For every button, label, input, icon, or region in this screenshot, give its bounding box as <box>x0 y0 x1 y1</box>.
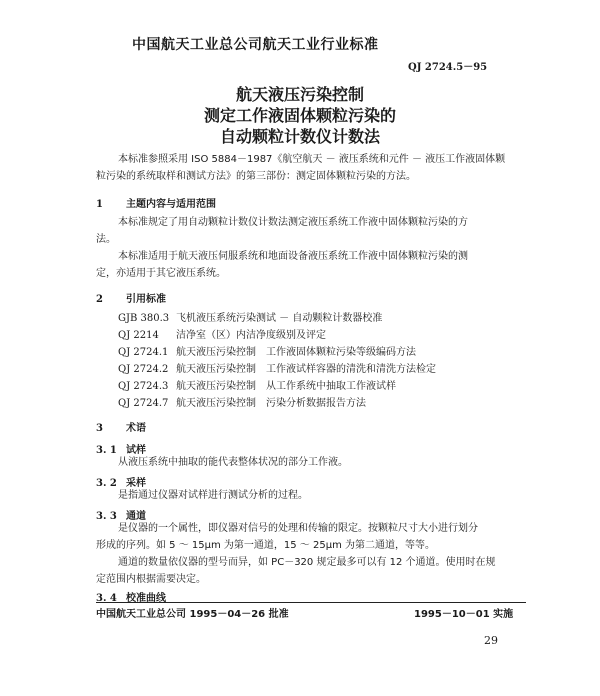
reference-title: 洁净室（区）内洁净度级别及评定 <box>176 330 326 341</box>
page-number: 29 <box>484 634 498 647</box>
reference-item <box>118 377 396 392</box>
term-3-3-para-2-line-1: 通道的数量依仪器的型号而异，如 PC－320 规定最多可以有 12 个通道。使用时在规 <box>118 557 496 568</box>
term-3-3-heading <box>96 507 146 522</box>
intro-line-2: 粒污染的系统取样和测试方法》的第三部份：测定固体颗粒污染的方法。 <box>96 171 416 182</box>
section-3-heading <box>96 419 146 434</box>
term-3-3-para-1-line-1: 是仪器的一个属性，即仪器对信号的处理和传输的限定。按颗粒尺寸大小进行划分 <box>118 523 478 534</box>
term-title: 试样 <box>126 445 146 456</box>
section-title: 主题内容与适用范围 <box>126 199 216 210</box>
title-line-3: 自动颗粒计数仪计数法 <box>219 127 380 146</box>
reference-title: 航天液压污染控制 工作液固体颗粒污染等级编码方法 <box>176 347 416 358</box>
term-number: 3. 4 <box>96 593 117 604</box>
section-title: 术语 <box>126 423 146 434</box>
reference-item <box>118 360 436 375</box>
title-line-1: 航天液压污染控制 <box>235 85 364 104</box>
intro-line-1: 本标准参照采用 ISO 5884－1987《航空航天 － 液压系统和元件 － 液压工作液固体颗 <box>118 154 506 165</box>
issuing-organization: 中国航天工业总公司航天工业行业标准 <box>132 37 379 53</box>
section-number: 1 <box>96 199 103 210</box>
term-3-2-heading <box>96 474 146 489</box>
reference-title: 航天液压污染控制 工作液试样容器的清洗和清洗方法检定 <box>176 364 436 375</box>
term-3-1-heading <box>96 441 146 456</box>
reference-code: QJ 2724.1 <box>118 347 169 358</box>
section-1-para-1-line-1: 本标准规定了用自动颗粒计数仪计数法测定液压系统工作液中固体颗粒污染的方 <box>118 217 468 228</box>
term-number: 3. 2 <box>96 478 117 489</box>
term-3-2-definition: 是指通过仪器对试样进行测试分析的过程。 <box>118 490 308 501</box>
footer-divider <box>96 602 526 603</box>
reference-code: QJ 2214 <box>118 330 159 341</box>
reference-code: QJ 2724.7 <box>118 398 169 409</box>
section-number: 2 <box>96 294 103 305</box>
term-3-3-para-2-line-2: 定范围内根据需要决定。 <box>96 574 206 585</box>
term-3-3-para-1-line-2: 形成的序列。如 5 ～ 15μm 为第一通道，15 ～ 25μm 为第二通道，等等。 <box>96 540 435 551</box>
implementation-date: 1995－10－01 实施 <box>414 609 514 620</box>
section-2-heading <box>96 290 166 305</box>
section-1-para-2-line-1: 本标准适用于航天液压伺服系统和地面设备液压系统工作液中固体颗粒污染的测 <box>118 251 468 262</box>
reference-title: 航天液压污染控制 污染分析数据报告方法 <box>176 398 366 409</box>
term-number: 3. 1 <box>96 445 117 456</box>
section-number: 3 <box>96 423 103 434</box>
reference-code: QJ 2724.3 <box>118 381 169 392</box>
reference-code: QJ 2724.2 <box>118 364 169 375</box>
section-1-para-2-line-2: 定，亦适用于其它液压系统。 <box>96 268 226 279</box>
reference-item <box>118 394 366 409</box>
section-1-heading <box>96 195 216 210</box>
reference-title: 飞机液压系统污染测试 － 自动颗粒计数器校准 <box>176 313 383 324</box>
term-3-1-definition: 从液压系统中抽取的能代表整体状况的部分工作液。 <box>118 457 348 468</box>
standard-code: QJ 2724.5－95 <box>408 62 488 73</box>
approval-date: 中国航天工业总公司 1995－04－26 批准 <box>96 609 289 620</box>
term-title: 采样 <box>126 478 146 489</box>
title-line-2: 测定工作液固体颗粒污染的 <box>203 106 396 125</box>
term-title: 校准曲线 <box>126 593 166 604</box>
reference-code: GJB 380.3 <box>118 313 170 324</box>
reference-item <box>118 326 326 341</box>
reference-title: 航天液压污染控制 从工作系统中抽取工作液试样 <box>176 381 396 392</box>
section-title: 引用标准 <box>126 294 166 305</box>
term-title: 通道 <box>126 511 146 522</box>
term-number: 3. 3 <box>96 511 117 522</box>
section-1-para-1-line-2: 法。 <box>96 234 116 245</box>
reference-item <box>118 309 382 324</box>
reference-item <box>118 343 416 358</box>
